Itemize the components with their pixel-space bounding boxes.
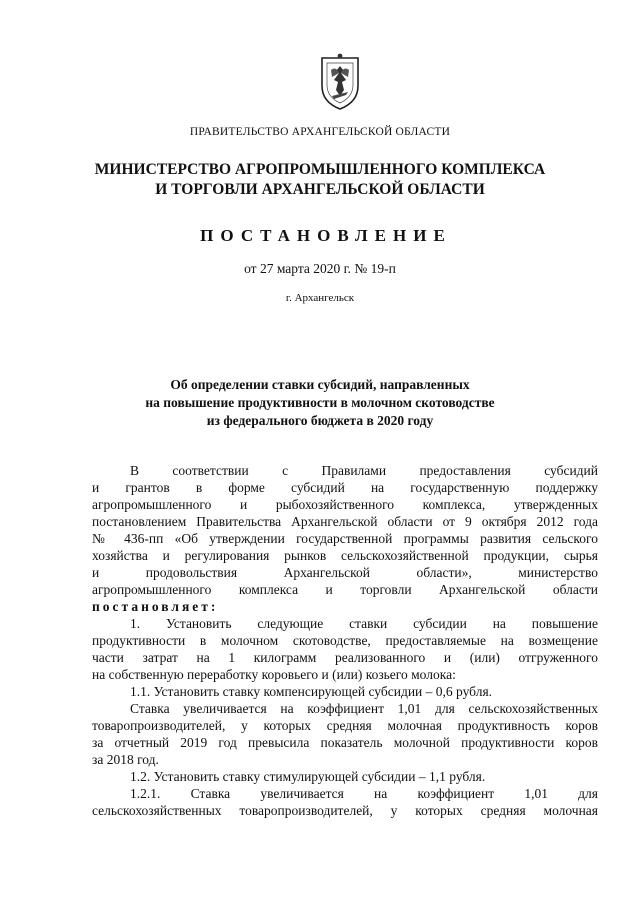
body-line: № 436-пп «Об утверждении государственной программы развития сельского bbox=[92, 531, 598, 546]
document-subject bbox=[0, 376, 640, 430]
body-line: за 2018 год. bbox=[92, 752, 159, 767]
coat-of-arms-emblem bbox=[318, 52, 362, 112]
body-line: 1.2.1. Ставка увеличивается на коэффициент 1,01 для bbox=[130, 786, 598, 801]
body-line: части затрат на 1 килограмм реализованного и (или) отгруженного bbox=[92, 650, 598, 665]
body-line: за отчетный 2019 год превысила показатель молочной продуктивности коров bbox=[92, 735, 598, 750]
body-line: агропромышленного и рыбохозяйственного комплекса, утвержденных bbox=[92, 497, 598, 512]
body-line: 1.1. Установить ставку компенсирующей субсидии – 0,6 рубля. bbox=[130, 684, 493, 699]
body-line: хозяйства и регулирования рынков сельскохозяйственной продукции, сырья bbox=[92, 548, 598, 563]
body-line: на собственную переработку коровьего и (или) козьего молока: bbox=[92, 667, 456, 682]
document-type-title: ПОСТАНОВЛЕНИЕ bbox=[200, 226, 452, 245]
subject-line: на повышение продуктивности в молочном скотоводстве bbox=[145, 395, 495, 410]
body-line: постановлением Правительства Архангельской области от 9 октября 2012 года bbox=[92, 514, 598, 529]
body-line: агропромышленного комплекса и торговли Архангельской области bbox=[92, 582, 598, 597]
body-line: и продовольствия Архангельской области», министерство bbox=[92, 565, 598, 580]
body-line: 1.2. Установить ставку стимулирующей субсидии – 1,1 рубля. bbox=[130, 769, 486, 784]
government-name: ПРАВИТЕЛЬСТВО АРХАНГЕЛЬСКОЙ ОБЛАСТИ bbox=[189, 126, 451, 138]
body-line: Ставка увеличивается на коэффициент 1,01 для сельскохозяйственных bbox=[130, 701, 598, 716]
body-line: 1. Установить следующие ставки субсидии на повышение bbox=[130, 616, 598, 631]
city-name: г. Архангельск bbox=[285, 292, 355, 304]
body-line: продуктивности в молочном скотоводстве, предоставляемые на возмещение bbox=[92, 633, 598, 648]
resolves-word: постановляет: bbox=[92, 599, 219, 614]
body-line: сельскохозяйственных товаропроизводителей, у которых средняя молочная bbox=[92, 803, 598, 818]
body-line: и грантов в форме субсидий на государственную поддержку bbox=[92, 480, 598, 495]
body-line: товаропроизводителей, у которых средняя молочная продуктивность коров bbox=[92, 718, 598, 733]
subject-line: из федерального бюджета в 2020 году bbox=[206, 413, 434, 428]
ministry-name bbox=[0, 160, 640, 200]
ministry-name-line: МИНИСТЕРСТВО АГРОПРОМЫШЛЕННОГО КОМПЛЕКСА bbox=[94, 161, 546, 178]
ministry-name-line: И ТОРГОВЛИ АРХАНГЕЛЬСКОЙ ОБЛАСТИ bbox=[155, 181, 485, 198]
document-body bbox=[92, 462, 598, 819]
body-line: В соответствии с Правилами предоставления субсидий bbox=[130, 463, 598, 478]
subject-line: Об определении ставки субсидий, направленных bbox=[170, 377, 470, 392]
date-and-number: от 27 марта 2020 г. № 19-п bbox=[244, 261, 396, 276]
